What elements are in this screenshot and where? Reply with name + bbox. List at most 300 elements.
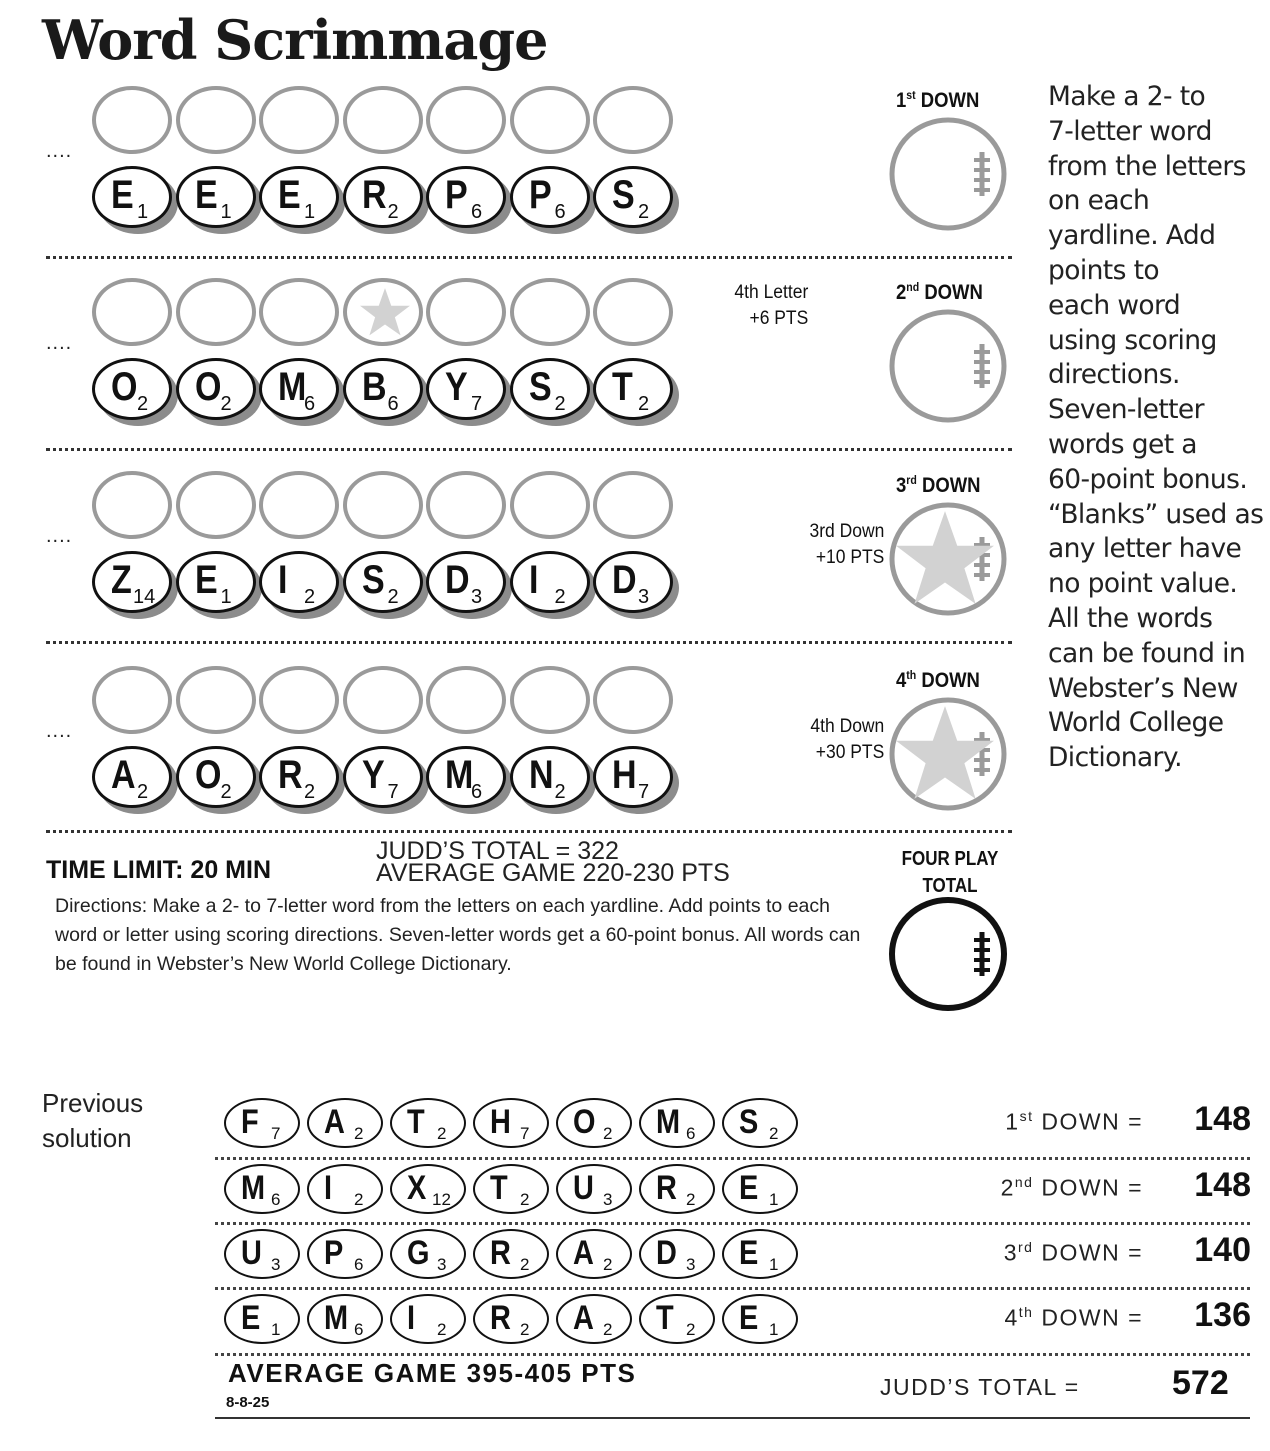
- tile-points: 2: [387, 201, 399, 223]
- tile-points: 6: [354, 1255, 364, 1274]
- solution-tile: [473, 1294, 549, 1344]
- tile-face: [259, 551, 339, 613]
- letter-tile: [510, 551, 590, 613]
- solution-row: [215, 1094, 1255, 1154]
- tile-points: 7: [387, 781, 399, 803]
- answer-blank[interactable]: [176, 471, 256, 539]
- solution-down-label: 2nd DOWN =: [1000, 1174, 1143, 1201]
- tile-letter: E: [194, 173, 218, 217]
- judd-total-block: [376, 837, 730, 887]
- bonus-note: 3rd Down +10 PTS: [809, 521, 884, 568]
- tile-letter: D: [656, 1234, 677, 1272]
- letter-tile: [426, 551, 506, 613]
- tile-letter: M: [278, 365, 307, 409]
- tile-points: 1: [220, 586, 232, 608]
- puzzle-title: Word Scrimmage: [42, 8, 548, 72]
- solution-tile: [722, 1294, 798, 1344]
- tile-points: 6: [554, 201, 566, 223]
- tile-face: [176, 746, 256, 808]
- solution-tile: [307, 1229, 383, 1279]
- yardline-separator: [46, 641, 1012, 644]
- tile-points: 2: [554, 586, 566, 608]
- tile-letter: D: [445, 558, 470, 602]
- bonus-note: 4th Down +30 PTS: [810, 716, 884, 763]
- letter-tile: [593, 358, 673, 420]
- solution-tile: [639, 1098, 715, 1148]
- tile-points: 2: [520, 1190, 530, 1209]
- answer-blank[interactable]: [92, 278, 172, 346]
- tile-face: [510, 166, 590, 228]
- tile-points: 6: [471, 781, 483, 803]
- tile-face: [510, 551, 590, 613]
- solution-tile: [556, 1098, 632, 1148]
- tile-letter: Z: [111, 558, 132, 602]
- tile-points: 7: [520, 1124, 530, 1143]
- tile-letter: F: [241, 1103, 259, 1141]
- tile-face: [593, 358, 673, 420]
- down-label: 2nd DOWN: [896, 280, 983, 304]
- tile-points: 1: [220, 201, 232, 223]
- tile-points: 2: [603, 1255, 613, 1274]
- tile-letter: A: [324, 1103, 345, 1141]
- tile-letter: O: [194, 753, 221, 797]
- tile-points: 2: [554, 781, 566, 803]
- solution-tile: [307, 1294, 383, 1344]
- instruction-line: “Blanks” used as: [1048, 498, 1264, 530]
- tile-letter: X: [407, 1169, 427, 1207]
- solution-tile: [473, 1164, 549, 1214]
- instruction-line: on each: [1048, 185, 1150, 217]
- tile-letter: M: [656, 1103, 681, 1141]
- answer-blank[interactable]: [593, 666, 673, 734]
- yardline-separator: [46, 830, 1012, 833]
- letter-tile: [176, 358, 256, 420]
- row-marker: ....: [46, 332, 73, 354]
- instruction-line: from the letters: [1048, 150, 1246, 182]
- tile-points: 2: [387, 586, 399, 608]
- answer-blank[interactable]: [176, 666, 256, 734]
- yardline-separator: [46, 256, 1012, 259]
- tile-points: 2: [354, 1190, 364, 1209]
- tile-face: [259, 746, 339, 808]
- tile-letter: S: [361, 558, 385, 602]
- tile-face: [343, 551, 423, 613]
- down-row: [0, 467, 1020, 657]
- row-marker: ....: [46, 140, 73, 162]
- solution-tile: [722, 1098, 798, 1148]
- tile-points: 2: [137, 781, 149, 803]
- tile-face: [510, 358, 590, 420]
- tile-letter: T: [656, 1299, 674, 1337]
- tile-letter: A: [573, 1299, 594, 1337]
- tile-points: 2: [686, 1320, 696, 1339]
- tile-points: 2: [769, 1124, 779, 1143]
- instruction-line: using scoring: [1048, 324, 1217, 356]
- tile-points: 6: [304, 393, 316, 415]
- instruction-line: directions.: [1048, 359, 1180, 391]
- answer-blank[interactable]: [259, 471, 339, 539]
- tile-letter: R: [490, 1234, 511, 1272]
- tile-letter: H: [490, 1103, 511, 1141]
- tile-points: 3: [638, 586, 650, 608]
- solution-tile: [390, 1164, 466, 1214]
- tile-points: 1: [769, 1320, 779, 1339]
- tile-letter: T: [612, 365, 633, 409]
- letter-tile: [343, 358, 423, 420]
- letter-tile: [510, 358, 590, 420]
- previous-word: Previous: [42, 1088, 144, 1118]
- tile-points: 3: [271, 1255, 281, 1274]
- solution-down-label: 1st DOWN =: [1005, 1108, 1143, 1135]
- tile-face: [510, 746, 590, 808]
- tile-points: 3: [437, 1255, 447, 1274]
- answer-blank[interactable]: [176, 86, 256, 154]
- letter-tile: [92, 551, 172, 613]
- tile-letter: S: [739, 1103, 759, 1141]
- tile-letter: M: [445, 753, 474, 797]
- previous-judd-total-label: JUDD’S TOTAL =: [880, 1374, 1080, 1400]
- tile-letter: O: [573, 1103, 596, 1141]
- tile-face: [259, 166, 339, 228]
- instruction-line: 60-point bonus.: [1048, 463, 1248, 495]
- solution-row: [215, 1160, 1255, 1220]
- solution-separator: [215, 1157, 1250, 1160]
- football-score-input[interactable]: [888, 116, 1008, 236]
- tile-points: 2: [638, 393, 650, 415]
- tile-points: 3: [603, 1190, 613, 1209]
- tile-letter: M: [324, 1299, 349, 1337]
- tile-points: 6: [354, 1320, 364, 1339]
- solution-tile: [473, 1229, 549, 1279]
- tile-points: 2: [638, 201, 650, 223]
- answer-blank[interactable]: [259, 278, 339, 346]
- tile-letter: T: [490, 1169, 508, 1207]
- bottom-rule: [215, 1417, 1250, 1419]
- solution-down-label: 3rd DOWN =: [1003, 1239, 1143, 1266]
- previous-date: 8-8-25: [226, 1394, 270, 1411]
- total-line: TOTAL: [922, 875, 978, 897]
- tile-letter: U: [241, 1234, 262, 1272]
- letter-tile: [343, 746, 423, 808]
- bonus-football-input[interactable]: [888, 501, 1008, 621]
- tile-points: 1: [137, 201, 149, 223]
- tile-letter: I: [324, 1169, 333, 1207]
- tile-face: [426, 551, 506, 613]
- instruction-line: yardline. Add: [1048, 220, 1216, 252]
- solution-tile: [224, 1229, 300, 1279]
- previous-judd-total: 572: [1172, 1364, 1229, 1402]
- tile-face: [343, 166, 423, 228]
- tile-points: 1: [769, 1190, 779, 1209]
- instruction-line: can be found in: [1048, 637, 1246, 669]
- answer-blank[interactable]: [259, 666, 339, 734]
- letter-tile: [259, 358, 339, 420]
- tile-points: 2: [437, 1320, 447, 1339]
- answer-blank[interactable]: [426, 666, 506, 734]
- tile-points: 2: [554, 393, 566, 415]
- tile-points: 1: [769, 1255, 779, 1274]
- solution-tile: [224, 1294, 300, 1344]
- letter-tile: [259, 746, 339, 808]
- tile-points: 1: [271, 1320, 281, 1339]
- tile-letter: P: [324, 1234, 344, 1272]
- tile-face: [92, 746, 172, 808]
- letter-tile: [426, 746, 506, 808]
- tile-points: 3: [686, 1255, 696, 1274]
- down-row: [0, 82, 1020, 272]
- tile-points: 2: [686, 1190, 696, 1209]
- letter-tile: [259, 551, 339, 613]
- solution-tile: [473, 1098, 549, 1148]
- tile-letter: S: [528, 365, 552, 409]
- tile-letter: Y: [361, 753, 385, 797]
- instruction-line: All the words: [1048, 602, 1213, 634]
- directions-text: Directions: Make a 2- to 7-letter word from the letters on each yardline. Add points to each word or letter using scoring directions. Seven-letter words get a 60-point bonus. All words can be found in Webster’s New World College Dictionary.: [55, 895, 861, 975]
- tile-letter: E: [111, 173, 134, 217]
- answer-blank[interactable]: [92, 471, 172, 539]
- tile-letter: S: [612, 173, 635, 217]
- answer-blank[interactable]: [510, 278, 590, 346]
- answer-blank[interactable]: [593, 471, 673, 539]
- answer-blank[interactable]: [593, 86, 673, 154]
- letter-tile: [92, 746, 172, 808]
- tile-letter: R: [656, 1169, 677, 1207]
- previous-average-game: AVERAGE GAME 395-405 PTS: [228, 1358, 637, 1388]
- letter-tile: [343, 166, 423, 228]
- solution-tile: [224, 1164, 300, 1214]
- solution-separator: [215, 1287, 1250, 1290]
- tile-letter: R: [361, 173, 387, 217]
- answer-blank[interactable]: [343, 86, 423, 154]
- solution-tile: [390, 1229, 466, 1279]
- tile-letter: U: [573, 1169, 594, 1207]
- tile-points: 6: [387, 393, 399, 415]
- tile-points: 7: [471, 393, 483, 415]
- tile-letter: D: [612, 558, 637, 602]
- tile-points: 2: [520, 1255, 530, 1274]
- bonus-note: 4th Letter +6 PTS: [734, 282, 808, 329]
- tile-letter: P: [445, 173, 468, 217]
- tile-letter: B: [361, 365, 387, 409]
- answer-blank[interactable]: [343, 471, 423, 539]
- tile-points: 2: [437, 1124, 447, 1143]
- tile-points: 6: [686, 1124, 696, 1143]
- row-marker: ....: [46, 525, 73, 547]
- letter-tile: [92, 166, 172, 228]
- tile-points: 7: [271, 1124, 281, 1143]
- tile-face: [176, 166, 256, 228]
- tile-letter: Y: [445, 365, 468, 409]
- letter-tile: [510, 746, 590, 808]
- solution-down-label: 4th DOWN =: [1004, 1304, 1143, 1331]
- tile-letter: I: [407, 1299, 416, 1337]
- instruction-line: World College: [1048, 707, 1224, 739]
- tile-points: 6: [471, 201, 483, 223]
- tile-letter: O: [194, 365, 221, 409]
- solution-tile: [307, 1164, 383, 1214]
- instruction-line: words get a: [1048, 428, 1197, 460]
- tile-face: [343, 746, 423, 808]
- tile-points: 12: [432, 1190, 451, 1209]
- time-limit: TIME LIMIT: 20 MIN: [46, 856, 271, 884]
- answer-blank[interactable]: [176, 278, 256, 346]
- bonus-football-input[interactable]: [888, 696, 1008, 816]
- tile-letter: A: [111, 753, 136, 797]
- bonus-star-icon: [359, 286, 411, 338]
- letter-tile: [92, 358, 172, 420]
- solution-score: 140: [1194, 1231, 1251, 1269]
- row-marker: ....: [46, 720, 73, 742]
- letter-tile: [176, 746, 256, 808]
- instruction-line: 7-letter word: [1048, 115, 1212, 147]
- down-row: [0, 662, 1020, 852]
- solution-word: solution: [42, 1123, 132, 1153]
- solution-tile: [722, 1164, 798, 1214]
- letter-tile: [593, 166, 673, 228]
- four-play-total-football-input[interactable]: [888, 896, 1008, 1016]
- tile-points: 7: [638, 781, 650, 803]
- solution-score: 136: [1194, 1296, 1251, 1334]
- answer-blank[interactable]: [92, 86, 172, 154]
- tile-letter: R: [490, 1299, 511, 1337]
- tile-face: [92, 551, 172, 613]
- instruction-line: no point value.: [1048, 568, 1238, 600]
- tile-face: [426, 166, 506, 228]
- tile-face: [176, 551, 256, 613]
- instruction-line: any letter have: [1048, 533, 1242, 565]
- down-label: 4th DOWN: [896, 668, 980, 692]
- tile-face: [593, 551, 673, 613]
- answer-blank[interactable]: [426, 471, 506, 539]
- tile-letter: T: [407, 1103, 425, 1141]
- letter-tile: [176, 551, 256, 613]
- solution-tile: [556, 1294, 632, 1344]
- tile-face: [426, 358, 506, 420]
- tile-letter: P: [528, 173, 552, 217]
- tile-points: 2: [603, 1320, 613, 1339]
- judd-total: JUDD’S TOTAL = 322: [376, 837, 619, 865]
- answer-blank[interactable]: [593, 278, 673, 346]
- tile-letter: R: [278, 753, 303, 797]
- tile-letter: E: [739, 1299, 759, 1337]
- solution-tile: [556, 1164, 632, 1214]
- yardline-separator: [46, 448, 1012, 451]
- instruction-line: Dictionary.: [1048, 742, 1182, 774]
- tile-letter: I: [278, 558, 288, 602]
- tile-face: [593, 166, 673, 228]
- answer-blank[interactable]: [510, 86, 590, 154]
- instruction-line: points to: [1048, 254, 1160, 286]
- tile-letter: N: [528, 753, 554, 797]
- tile-points: 2: [603, 1124, 613, 1143]
- tile-face: [92, 358, 172, 420]
- tile-letter: A: [573, 1234, 594, 1272]
- down-label: 3rd DOWN: [896, 473, 981, 497]
- tile-letter: G: [407, 1234, 430, 1272]
- tile-face: [92, 166, 172, 228]
- letter-tile: [510, 166, 590, 228]
- answer-blank[interactable]: [343, 666, 423, 734]
- letter-tile: [176, 166, 256, 228]
- tile-letter: O: [111, 365, 138, 409]
- tile-letter: H: [612, 753, 637, 797]
- letter-tile: [593, 746, 673, 808]
- solution-tile: [639, 1294, 715, 1344]
- answer-blank[interactable]: [510, 666, 590, 734]
- solution-tile: [307, 1098, 383, 1148]
- instruction-line: Webster’s New: [1048, 672, 1238, 704]
- tile-letter: E: [278, 173, 301, 217]
- tile-points: 6: [271, 1190, 281, 1209]
- down-label: 1st DOWN: [896, 88, 980, 112]
- answer-blank[interactable]: [92, 666, 172, 734]
- solution-tile: [639, 1229, 715, 1279]
- four-play-line: FOUR PLAY: [901, 848, 999, 870]
- tile-points: 2: [354, 1124, 364, 1143]
- instruction-line: each word: [1048, 289, 1181, 321]
- tile-points: 2: [137, 393, 149, 415]
- letter-tile: [343, 551, 423, 613]
- previous-solution-label: [42, 1086, 143, 1156]
- solution-separator: [215, 1222, 1250, 1225]
- tile-letter: I: [528, 558, 538, 602]
- solution-row: [215, 1290, 1255, 1350]
- solution-tile: [390, 1294, 466, 1344]
- tile-face: [176, 358, 256, 420]
- answer-blank[interactable]: [426, 86, 506, 154]
- tile-points: 2: [304, 586, 316, 608]
- solution-tile: [722, 1229, 798, 1279]
- average-game: AVERAGE GAME 220-230 PTS: [376, 859, 730, 887]
- football-score-input[interactable]: [888, 308, 1008, 428]
- letter-tile: [426, 358, 506, 420]
- tile-letter: M: [241, 1169, 266, 1207]
- letter-tile: [259, 166, 339, 228]
- four-play-total-label: [891, 846, 1010, 900]
- letter-tile: [426, 166, 506, 228]
- tile-points: 2: [304, 781, 316, 803]
- solution-score: 148: [1194, 1166, 1251, 1204]
- instructions-sidebar: [1048, 80, 1268, 776]
- tile-face: [426, 746, 506, 808]
- answer-blank[interactable]: [259, 86, 339, 154]
- answer-blank[interactable]: [426, 278, 506, 346]
- instruction-line: Seven-letter: [1048, 394, 1204, 426]
- tile-letter: E: [739, 1169, 759, 1207]
- tile-letter: E: [194, 558, 218, 602]
- down-row: [0, 274, 1020, 464]
- solution-tile: [390, 1098, 466, 1148]
- tile-face: [593, 746, 673, 808]
- tile-letter: E: [739, 1234, 759, 1272]
- tile-face: [259, 358, 339, 420]
- tile-points: 3: [471, 586, 483, 608]
- tile-points: 1: [304, 201, 316, 223]
- tile-letter: E: [241, 1299, 261, 1337]
- solution-separator: [215, 1353, 1250, 1356]
- tile-points: 14: [133, 586, 156, 608]
- answer-blank[interactable]: [510, 471, 590, 539]
- solution-tile: [224, 1098, 300, 1148]
- tile-points: 2: [520, 1320, 530, 1339]
- tile-face: [343, 358, 423, 420]
- tile-points: 2: [220, 781, 232, 803]
- answer-blank[interactable]: [343, 278, 423, 346]
- tile-points: 2: [220, 393, 232, 415]
- letter-tile: [593, 551, 673, 613]
- solution-tile: [556, 1229, 632, 1279]
- solution-row: [215, 1225, 1255, 1285]
